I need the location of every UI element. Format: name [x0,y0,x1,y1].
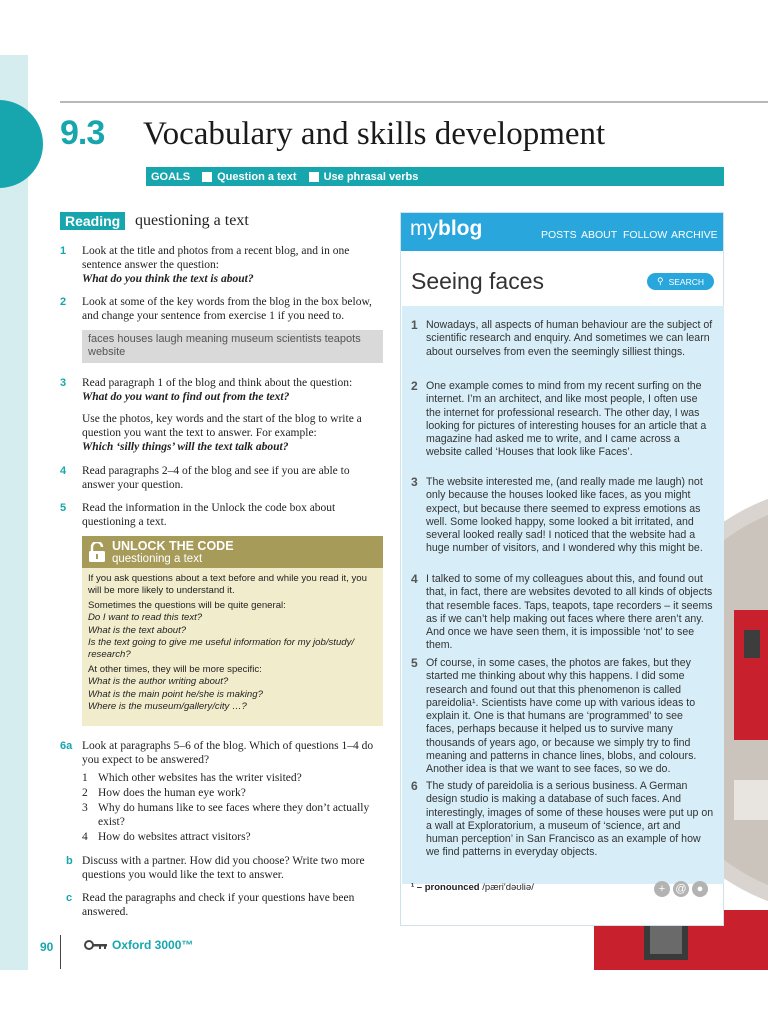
exercise-3 [60,376,385,454]
paragraph-text: One example comes to mind from my recent surfing on the internet. I’m an architect, and like most people, I often use the internet for professional research. The other day, I was looking for pictures of interesting houses for an article that a magazine had asked me to write, and I came across a website called ‘Houses that look like Faces’. [426,380,707,459]
reading-subtitle: questioning a text [135,212,249,229]
exercise-text: Look at some of the key words from the blog in the box below, and change your sentence from exercise 1 if you need to. [82,296,372,322]
exercise-text: Read paragraphs 2–4 of the blog and see if you are able to answer your question. [82,465,350,491]
paragraph-text: Nowadays, all aspects of human behaviour are the subject of scientific research and enquiry. And sometimes we can learn about ourselves from even the seemingly silliest things. [426,319,713,358]
list-item-number: 3 [82,802,88,814]
blog-paragraph [402,573,724,653]
exercise-question: What do you think the text is about? [82,273,254,285]
goals-bar [146,167,724,186]
exercise-text: Look at paragraphs 5–6 of the blog. Which of questions 1–4 do you expect to be answered? [82,740,374,766]
list-item-text: How does the human eye work? [98,787,246,799]
unlock-header [82,536,383,568]
unlock-paragraph: Sometimes the questions will be quite general: [88,599,286,611]
unlock-example: What is the main point he/she is making? [88,688,263,700]
side-strip [0,55,28,970]
footnote-ipa: /pæri'dəʊliə/ [482,882,534,893]
blog-share-icons [654,881,711,897]
exercise-6a [60,739,385,845]
unlock-paragraph: At other times, they will be more specific: [88,663,262,675]
exercise-text: Read paragraph 1 of the blog and think about the question: [82,377,353,389]
exercise-number: 1 [60,245,67,257]
blog-paragraph [402,657,724,777]
blog-logo [410,217,482,241]
exercise-text: Read the paragraphs and check if your questions have been answered. [82,892,355,918]
blog-logo-blog: blog [438,217,483,240]
unlock-subtitle: questioning a text [112,553,203,565]
blog-paragraph [402,380,724,460]
exercise-1 [60,244,385,286]
exercise-text: Look at the title and photos from a recent blog, and in one sentence answer the question: [82,245,350,271]
paragraph-number: 6 [411,779,418,793]
unlock-example: What is the text about? [88,624,187,636]
goals-label: GOALS [151,170,191,183]
oxford-3000-label [84,938,193,952]
list-item-text: How do websites attract visitors? [98,831,251,843]
exercise-4 [60,464,385,492]
nav-about[interactable]: ABOUT [581,229,618,241]
question-list [82,771,385,844]
exercise-text-2: Use the photos, key words and the start of the blog to write a question you want the text to answer. For example: [82,413,362,439]
exercise-number: 3 [60,377,67,389]
paragraph-text: The study of pareidolia is a serious business. A German design studio is making a database of such faces. And interestingly, images of some of these houses were put up on a wall at Exploratorium, a museum of ‘science, art and human perception’ in San Francisco as an example of how we find patterns in everyday objects. [426,780,714,859]
paragraph-text: The website interested me, (and really made me laugh) not only because the houses looked like faces, as you might expect, but because there seemed to express emotions as well. Some looked happy, some looked a bit irritated, and several looked really sad! I noticed that the website had a huge number of visitors, and I wondered why this might be. [426,476,703,555]
exercise-number: 2 [60,296,67,308]
checkbox-icon [202,172,212,182]
list-item-text: Why do humans like to see faces where they don’t actually exist? [98,802,370,828]
blog-footnote [411,882,534,893]
page-number: 90 [40,940,54,954]
blog-title: Seeing faces [411,268,544,294]
list-item [82,801,385,829]
goal-item: Use phrasal verbs [323,170,419,183]
unlock-the-code-box [82,536,383,726]
blog-logo-my: my [410,217,438,240]
list-item-number: 4 [82,831,88,843]
nav-archive[interactable]: ARCHIVE [671,229,718,241]
paragraph-number: 3 [411,475,418,489]
unlock-example: Is the text going to give me useful information for my job/study/ research? [88,637,355,661]
footnote-mark: ¹ – pronounced [411,882,480,893]
exercise-number: 5 [60,502,67,514]
paragraph-text: I talked to some of my colleagues about this, and found out that, in fact, there are websites devoted to all kinds of objects that resemble faces. Taps, teapots, tape recorders – it seems as if we can’t help making out faces where there aren’t any. And once we have seen them, it is impossible ‘not’ to see them. [426,573,713,652]
side-circle [0,100,43,188]
list-item-number: 1 [82,772,88,784]
key-icon [84,939,108,951]
list-item-number: 2 [82,787,88,799]
footer-divider [60,935,61,969]
search-icon: ⚲ [656,276,664,286]
exercise-text: Read the information in the Unlock the code box about questioning a text. [82,502,336,528]
checkbox-icon [309,172,319,182]
list-item [82,786,385,800]
blog-body [402,306,724,884]
unlock-example: Do I want to read this text? [88,612,203,624]
unlock-paragraph: If you ask questions about a text before and while you read it, you will be more likely to understand it. [88,573,367,597]
blog-paragraph [402,319,724,359]
oxford-text: Oxford 3000™ [112,938,194,952]
blog-header [401,213,723,251]
exercise-2 [60,295,385,323]
section-number: 9.3 [60,114,105,152]
blog-paragraph [402,780,724,860]
email-icon[interactable]: @ [673,881,689,897]
unlock-title: UNLOCK THE CODE [112,539,234,553]
unlock-padlock-icon [88,542,106,562]
exercise-number: 4 [60,465,67,477]
blog-panel [400,212,724,926]
goal-item: Question a text [217,170,297,183]
exercise-text: Discuss with a partner. How did you choose? Write two more questions you would like the text to answer. [82,855,365,881]
search-button[interactable] [647,273,714,290]
exercise-5 [60,501,385,529]
list-item-text: Which other websites has the writer visited? [98,772,302,784]
unlock-body [82,568,383,718]
paragraph-number: 2 [411,379,418,393]
blog-paragraph [402,476,724,556]
top-rule [60,101,768,103]
search-label: SEARCH [668,276,705,287]
add-icon[interactable]: + [654,881,670,897]
unlock-example: Where is the museum/gallery/city …? [88,701,247,713]
page-title: Vocabulary and skills development [143,116,606,152]
reading-tag: Reading [60,212,125,230]
list-item [82,830,385,844]
paragraph-number: 5 [411,656,418,670]
nav-posts[interactable]: POSTS [541,229,577,241]
exercise-number: 6a [60,740,73,752]
paragraph-text: Of course, in some cases, the photos are fakes, but they started me thinking about why this happens. I did some research and found out that this phenomenon is called pareidolia¹. Scientists have come up with various ideas to explain it. One is that humans are ‘programmed’ to see faces, perhaps because it helped us to survive many thousands of years ago, or because we simply try to find meaning and patterns in chance lines, blobs, and colours. Another idea is that we want to see faces, so we do. [426,657,697,776]
exercise-number: c [66,892,73,904]
exercise-6c [60,891,385,919]
nav-follow[interactable]: FOLLOW [623,229,668,241]
list-item [82,771,385,785]
share-icon[interactable]: ● [692,881,708,897]
keyword-box: faces houses laugh meaning museum scientists teapots website [82,330,383,363]
exercise-question-2: Which ‘silly things’ will the text talk about? [82,441,289,453]
exercise-6b [60,854,385,882]
exercise-number: b [66,855,73,867]
unlock-example: What is the author writing about? [88,676,229,688]
exercise-question: What do you want to find out from the text? [82,391,290,403]
paragraph-number: 1 [411,318,418,332]
paragraph-number: 4 [411,572,418,586]
